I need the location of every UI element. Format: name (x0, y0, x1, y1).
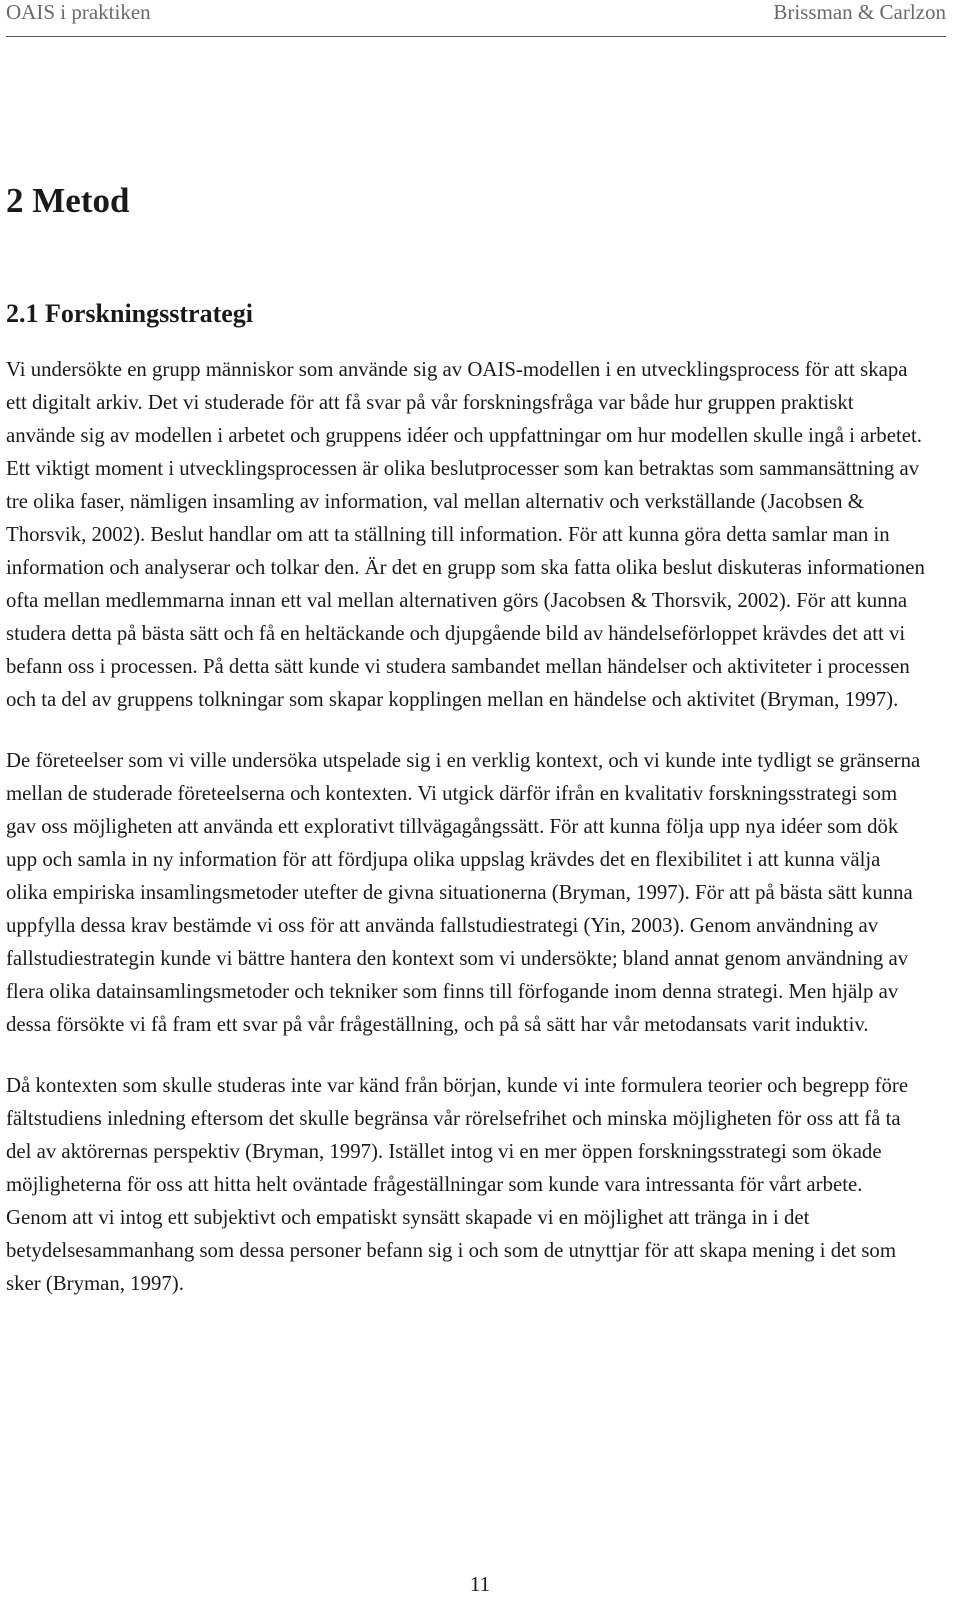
header-document-title: OAIS i praktiken (6, 0, 151, 24)
section-title: 2.1 Forskningsstrategi (6, 299, 253, 328)
running-header (6, 0, 946, 37)
paragraph: Vi undersökte en grupp människor som använde sig av OAIS-modellen i en utvecklingsprocess för att skapa ett digitalt arkiv. Det vi studerade för att få svar på vår forskningsfråga var både hur gruppen praktiskt använde sig av modellen i arbetet och gruppens idéer och uppfattningar om hur modellen skulle ingå i arbetet. Ett viktigt moment i utvecklingsprocessen är olika beslutprocesser som kan betraktas som sammansättning av tre olika faser, nämligen insamling av information, val mellan alternativ och verkställande (Jacobsen & Thorsvik, 2002). Beslut handlar om att ta ställning till information. För att kunna göra detta samlar man in information och analyserar och tolkar den. Är det en grupp som ska fatta olika beslut diskuteras informationen ofta mellan medlemmarna innan ett val mellan alternativen görs (Jacobsen & Thorsvik, 2002). För att kunna studera detta på bästa sätt och få en heltäckande och djupgående bild av händelseförloppet krävdes det att vi befann oss i processen. På detta sätt kunde vi studera sambandet mellan händelser och aktiviteter i processen och ta del av gruppens tolkningar som skapar kopplingen mellan en händelse och aktivitet (Bryman, 1997). (6, 358, 925, 711)
body-text (6, 353, 926, 1328)
page-number: 11 (469, 1572, 491, 1596)
paragraph: Då kontexten som skulle studeras inte var känd från början, kunde vi inte formulera teorier och begrepp före fältstudiens inledning eftersom det skulle begränsa vår rörelsefrihet och minska möjligheten för oss att få ta del av aktörernas perspektiv (Bryman, 1997). Istället intog vi en mer öppen forskningsstrategi som ökade möjligheterna för oss att hitta helt oväntade frågeställningar som kunde vara intressanta för vårt arbete. Genom att vi intog ett subjektivt och empatiskt synsätt skapade vi en möjlighet att tränga in i det betydelsesammanhang som dessa personer befann sig i och som de utnyttjar för att skapa mening i det som sker (Bryman, 1997). (6, 1074, 909, 1295)
paragraph: De företeelser som vi ville undersöka utspelade sig i en verklig kontext, och vi kunde inte tydligt se gränserna mellan de studerade företeelserna och kontexten. Vi utgick därför ifrån en kvalitativ forskningsstrategi som gav oss möjligheten att använda ett explorativt tillvägagångssätt. För att kunna följa upp nya idéer som dök upp och samla in ny information för att fördjupa olika uppslag krävdes det en flexibilitet i att kunna välja olika empiriska insamlingsmetoder utefter de givna situationerna (Bryman, 1997). För att på bästa sätt kunna uppfylla dessa krav bestämde vi oss för att använda fallstudiestrategi (Yin, 2003). Genom användning av fallstudiestrategin kunde vi bättre hantera den kontext som vi undersökte; bland annat genom användning av flera olika datainsamlingsmetoder och tekniker som finns till förfogande inom denna strategi. Men hjälp av dessa försökte vi få fram ett svar på vår frågeställning, och på så sätt har vår metodansats varit induktiv. (6, 749, 921, 1036)
chapter-title: 2 Metod (6, 181, 130, 220)
header-authors: Brissman & Carlzon (773, 0, 946, 24)
